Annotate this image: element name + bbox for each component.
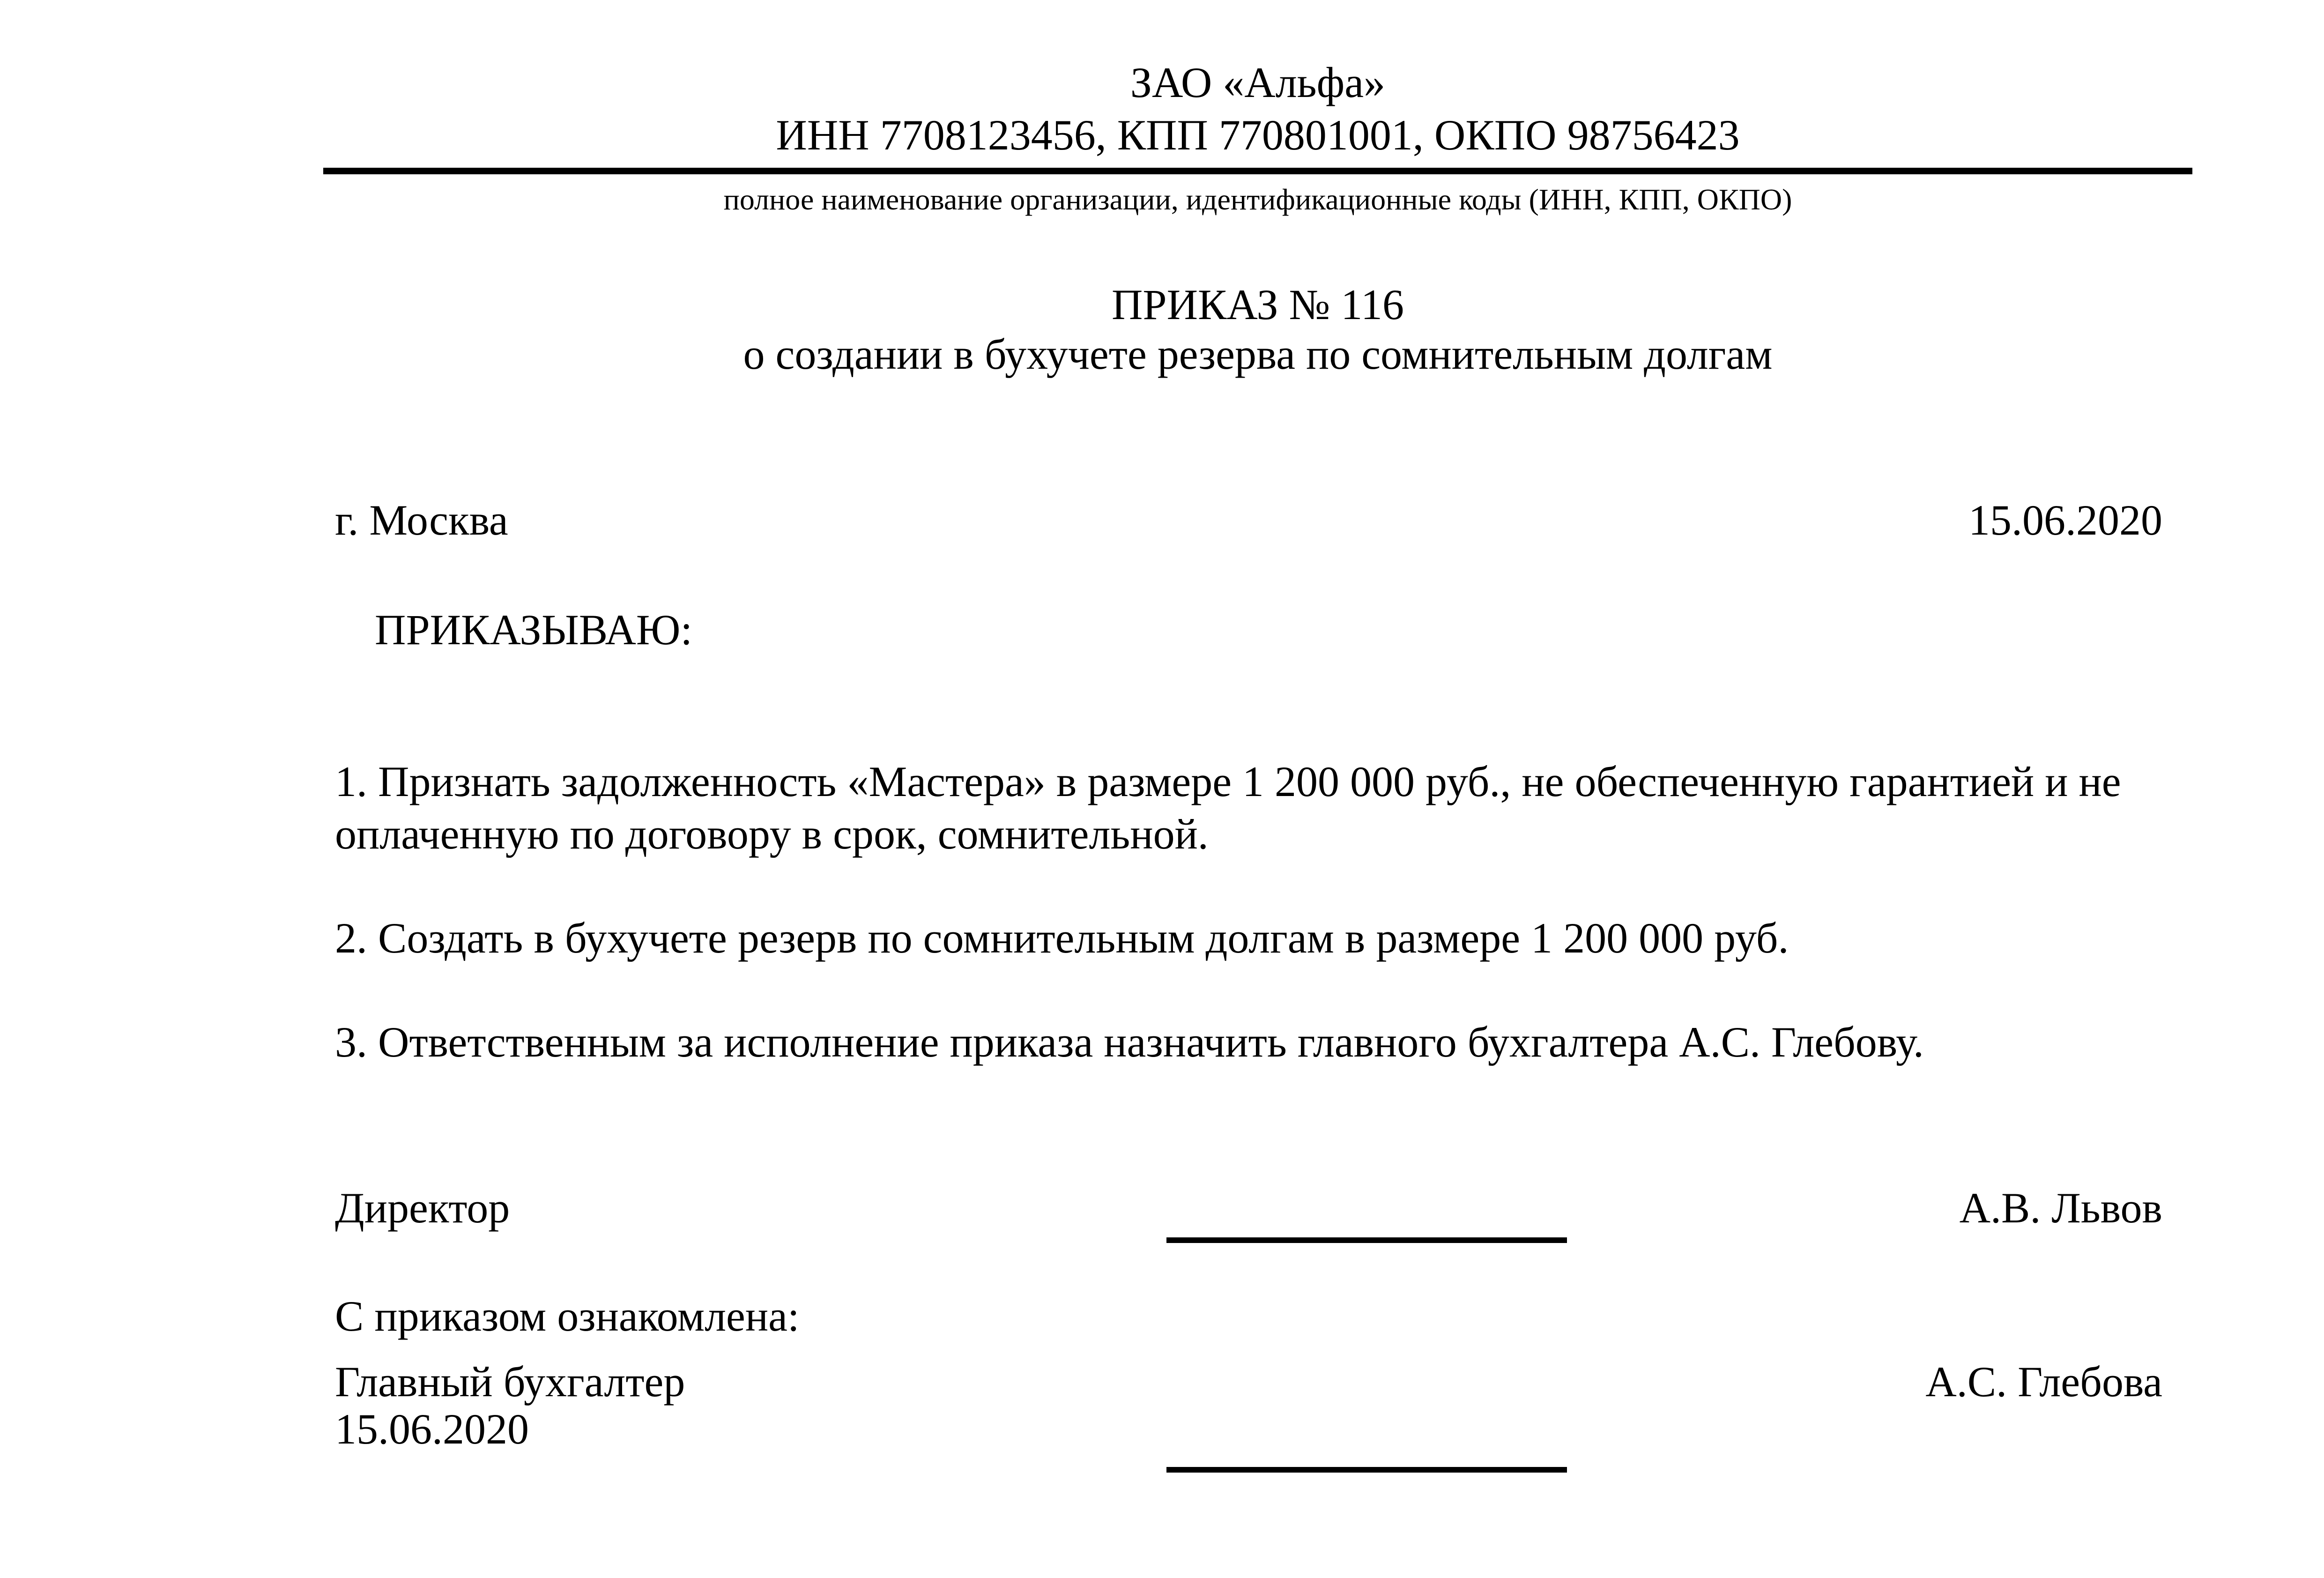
accountant-name: А.С. Глебова: [1925, 1358, 2162, 1406]
director-label: Директор: [335, 1184, 510, 1232]
director-signature-line: [1166, 1237, 1567, 1243]
order-item-2: 2. Создать в бухучете резерв по сомнительным долгам в размере 1 200 000 руб.: [335, 914, 1789, 962]
order-title: ПРИКАЗ № 116: [1111, 281, 1404, 328]
order-word: ПРИКАЗЫВАЮ:: [375, 606, 693, 654]
org-caption: полное наименование организации, идентификационные коды (ИНН, КПП, ОКПО): [723, 183, 1792, 216]
order-title-block: [323, 280, 2192, 379]
order-subtitle: о создании в бухучете резерва по сомнительным долгам: [743, 330, 1773, 378]
director-signature-row: [335, 1182, 2162, 1234]
acknowledgement-label: С приказом ознакомлена:: [335, 1292, 800, 1340]
accountant-signature-row: [335, 1355, 2162, 1408]
org-header: [323, 56, 2192, 161]
accountant-signature-line: [1166, 1467, 1567, 1473]
acknowledgement-date: 15.06.2020: [335, 1405, 529, 1453]
city-date-row: [335, 494, 2162, 546]
order-item-1: 1. Признать задолженность «Мастера» в размере 1 200 000 руб., не обеспеченную гарантией и не оплаченную по договору в срок, сомнительной.: [335, 758, 2121, 858]
director-name: А.В. Львов: [1959, 1184, 2162, 1232]
order-items: [335, 755, 2162, 1068]
org-codes: ИНН 7708123456, КПП 770801001, ОКПО 98756423: [776, 111, 1740, 159]
accountant-label: Главный бухгалтер: [335, 1358, 685, 1406]
city-label: г. Москва: [335, 496, 508, 544]
order-item-3: 3. Ответственным за исполнение приказа назначить главного бухгалтера А.С. Глебову.: [335, 1018, 1924, 1066]
order-date: 15.06.2020: [1968, 496, 2162, 544]
org-name: ЗАО «Альфа»: [1130, 59, 1386, 106]
header-divider-line: [323, 168, 2192, 174]
